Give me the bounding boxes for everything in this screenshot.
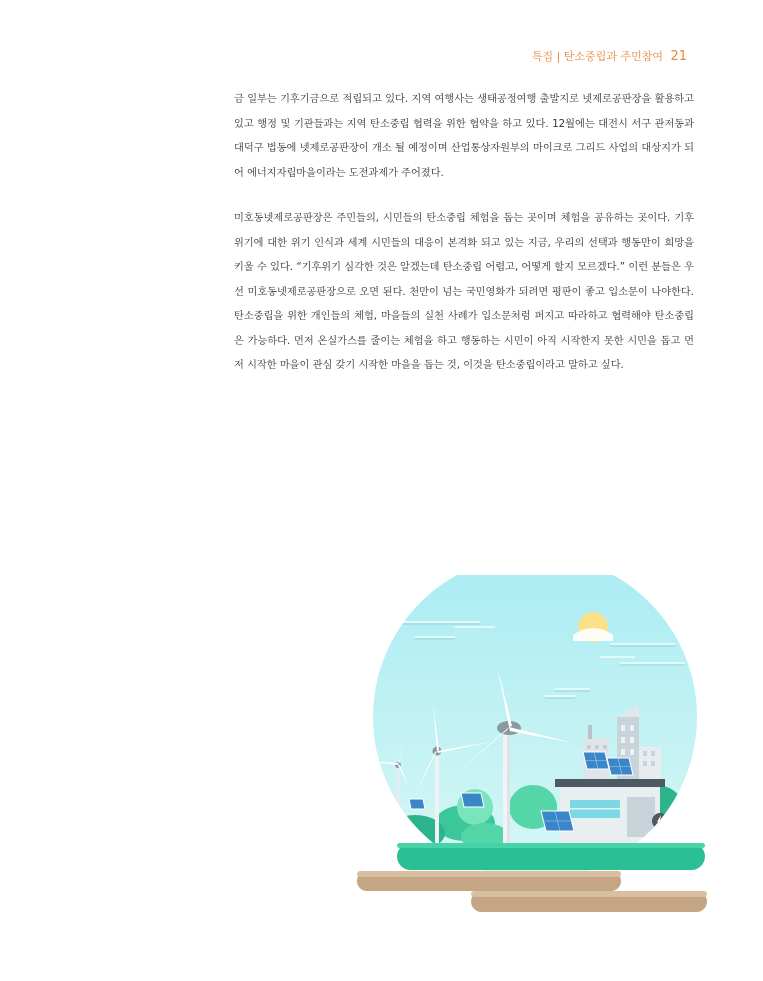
- section-title: 특집 | 탄소중립과 주민참여: [531, 50, 663, 63]
- page-number: 21: [670, 49, 687, 64]
- running-header: [532, 48, 687, 64]
- charging-icon: [652, 813, 668, 829]
- sky-circle: [373, 575, 697, 879]
- carbon-neutral-city-illustration: [355, 575, 707, 915]
- paragraph-1: 금 일부는 기후기금으로 적립되고 있다. 지역 여행사는 생태공정여행 출발지로 넷제로공판장을 활용하고 있고 행정 및 기관들과는 지역 탄소중립 협력을 위한 협약을 하고 있다. 12월에는 대전시 서구 관저동과 대덕구 법동에 넷제로공판장이 개소 될 예정이며 산업통상자원부의 마이크로 그리드 사업의 대상지가 되어 에너지자립마을이라는 도전과제가 주어졌다.: [234, 94, 694, 179]
- paragraph-2: 미호동넷제로공판장은 주민들의, 시민들의 탄소중립 체험을 돕는 곳이며 체험을 공유하는 곳이다. 기후위기에 대한 위기 인식과 세계 시민들의 대응이 본격화 되고 있는 지금, 우리의 선택과 행동만이 희망을 키울 수 있다. “기후위기 심각한 것은 알겠는데 탄소중립 어렵고, 어떻게 할지 모르겠다.” 이런 분들은 우선 미호동넷제로공판장으로 오면 된다. 천만이 넘는 국민영화가 되려면 평판이 좋고 입소문이 나야한다. 탄소중립을 위한 개인들의 체험, 마을들의 실천 사례가 입소문처럼 퍼지고 따라하고 협력해야 탄소중립은 가능하다. 먼저 온실가스를 줄이는 체험을 하고 행동하는 시민이 아직 시작한지 못한 시민을 돕고 먼저 시작한 마을이 관심 갖기 시작한 마을을 돕는 것, 이것을 탄소중립이라고 말하고 싶다.: [234, 213, 694, 371]
